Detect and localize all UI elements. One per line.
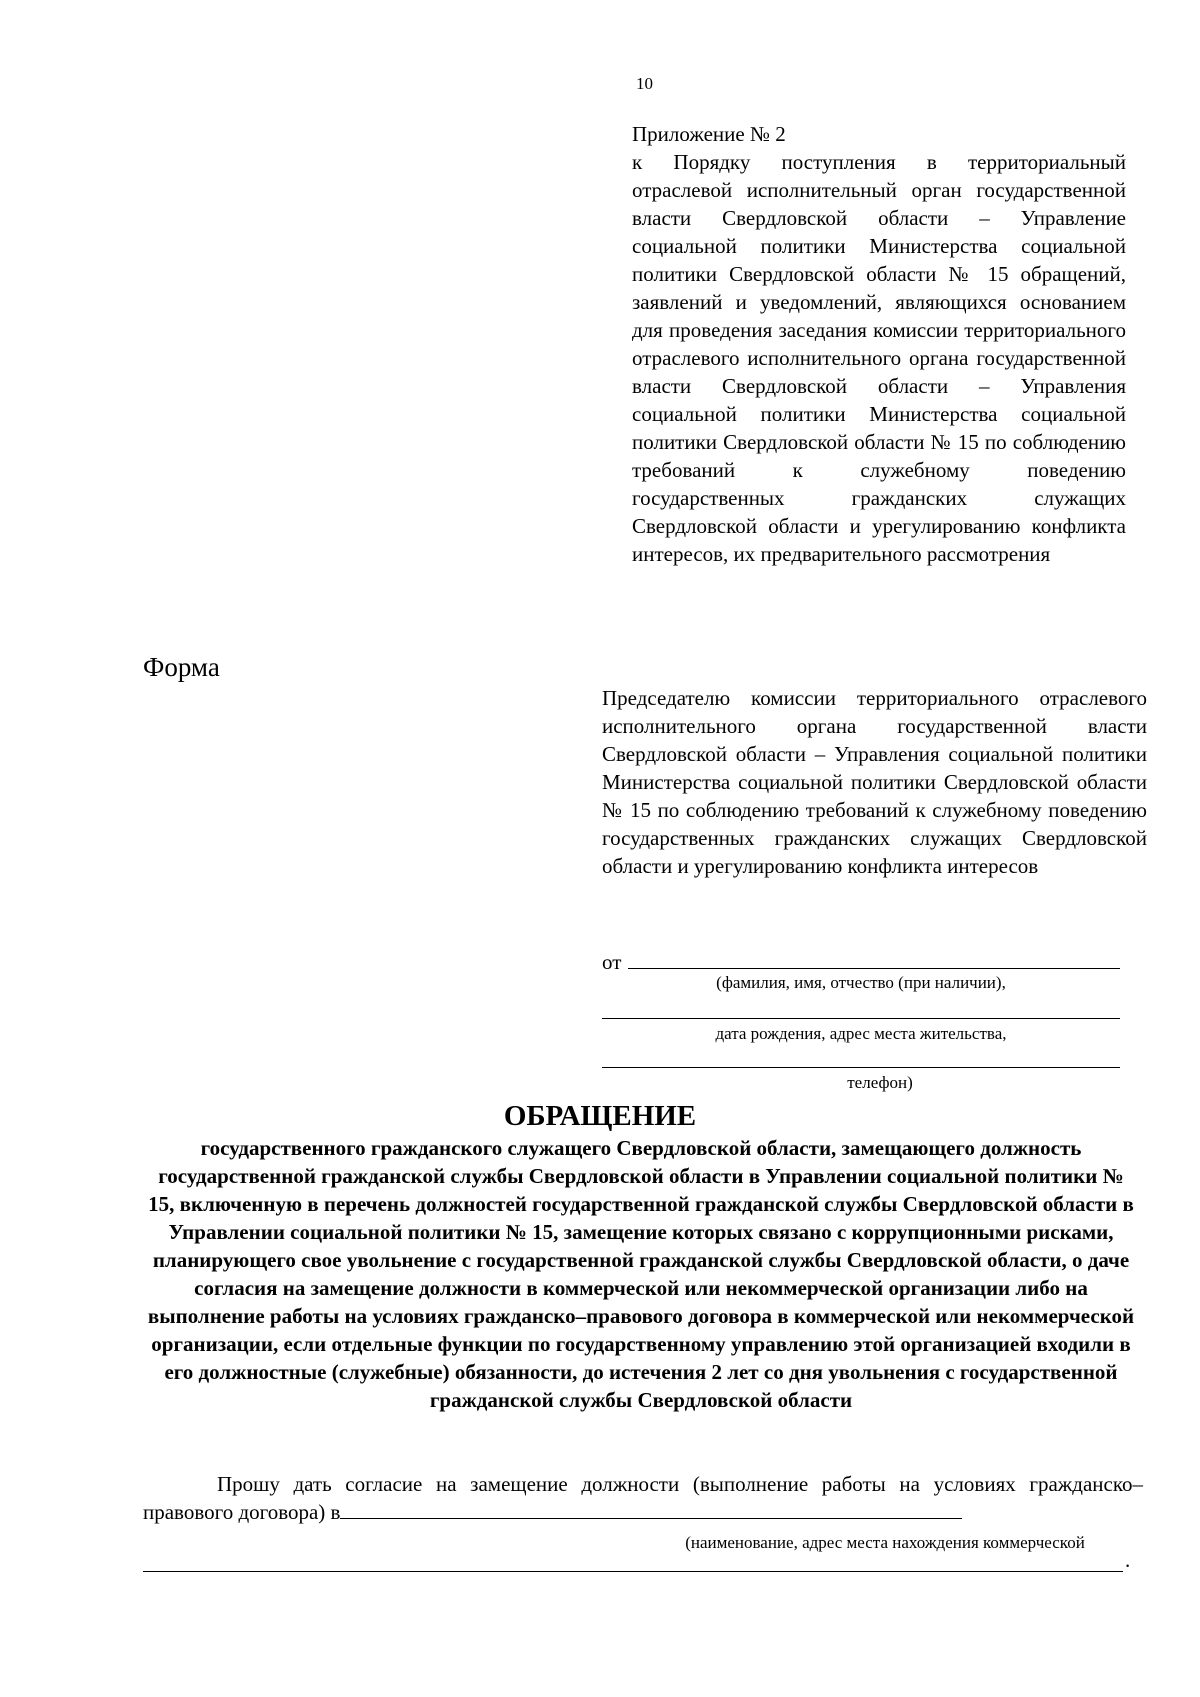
form-label: Форма	[143, 652, 220, 682]
appendix-text: к Порядку поступления в территориальный отраслевой исполнительный орган государственной власти Свердловской области – Управление социальной политики Министерства социальной политики Свердловской области № 15 обращений, заявлений и уведомлений, являющихся основанием для проведения заседания комиссии территориального отраслевого исполнительного органа государственной власти Свердловской области – Управления социальной политики Министерства социальной политики Свердловской области № 15 по соблюдению требований к служебному поведению государственных гражданских служащих Свердловской области и урегулированию конфликта интересов, их предварительного рассмотрения	[632, 150, 1126, 566]
end-period: .	[1125, 1548, 1131, 1572]
applicant-birth-line	[602, 1018, 1120, 1019]
document-subtitle: государственного гражданского служащего Свердловской области, замещающего должность государственной гражданской службы Свердловской области в Управлении социальной политики № 15, включенную в перечень должностей государственной гражданской службы Свердловской области в Управлении социальной политики № 15, замещение которых связано с коррупционными рисками, планирующего свое увольнение с государственной гражданской службы Свердловской области, о даче согласия на замещение должности в коммерческой или некоммерческой организации либо на выполнение работы на условиях гражданско–правового договора в коммерческой или некоммерческой организации, если отдельные функции по государственному управлению этой организацией входили в его должностные (служебные) обязанности, до истечения 2 лет со дня увольнения с государственной гражданской службы Свердловской области	[147, 1136, 1135, 1412]
applicant-phone-line	[602, 1067, 1120, 1068]
applicant-name-line	[628, 968, 1120, 969]
organization-caption: (наименование, адрес места нахождения коммерческой	[685, 1533, 1085, 1552]
applicant-birth-caption: дата рождения, адрес места жительства,	[715, 1024, 1007, 1043]
request-paragraph	[143, 1470, 1143, 1526]
applicant-phone-caption: телефон)	[847, 1073, 913, 1092]
appendix-header	[632, 120, 1126, 568]
addressee-block: Председателю комиссии территориального отраслевого исполнительного органа государственной власти Свердловской области – Управления социальной политики Министерства социальной политики Свердловской области № 15 по соблюдению требований к служебному поведению государственных гражданских служащих Свердловской области и урегулированию конфликта интересов	[602, 686, 1147, 878]
page-number: 10	[636, 74, 653, 93]
request-text: Прошу дать согласие на замещение должности (выполнение работы на условиях гражданско–правового договора) в	[143, 1472, 1143, 1524]
from-label: от	[602, 950, 622, 974]
document-title: ОБРАЩЕНИЕ	[503, 1100, 697, 1132]
organization-name-line	[340, 1500, 962, 1519]
organization-continuation-line	[143, 1571, 1123, 1572]
applicant-name-caption: (фамилия, имя, отчество (при наличии),	[716, 973, 1006, 992]
appendix-title: Приложение № 2	[632, 122, 786, 146]
